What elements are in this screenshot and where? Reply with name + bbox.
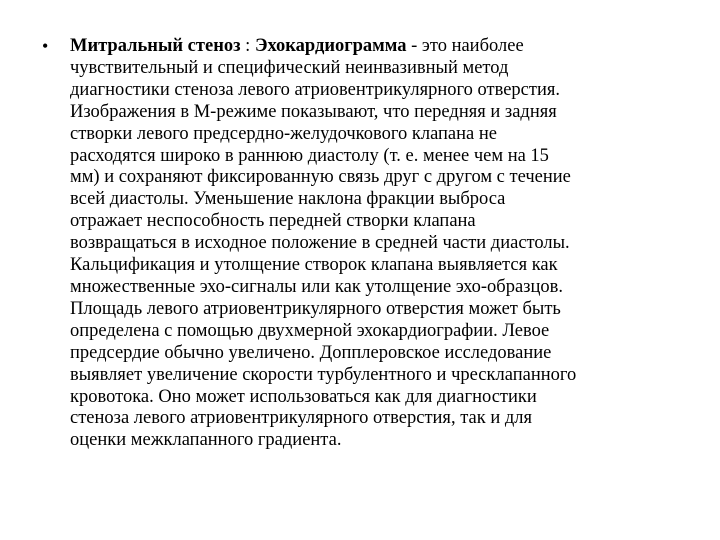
text-line: расходятся широко в раннюю диастолу (т. е. менее чем на 15: [70, 145, 549, 166]
method-term: Эхокардиограмма: [254, 36, 407, 56]
first-line-rest: - это наиболее: [406, 36, 524, 56]
text-line: стеноза левого атриовентрикулярного отверстия, так и для: [70, 408, 533, 429]
bullet-text: [70, 36, 682, 452]
separator-colon: :: [240, 36, 255, 56]
bullet-item: [42, 36, 682, 452]
text-line: кровотока. Оно может использоваться как для диагностики: [70, 386, 537, 407]
text-line: всей диастолы. Уменьшение наклона фракции выброса: [70, 189, 506, 210]
text-line: диагностики стеноза левого атриовентрикулярного отверстия.: [70, 79, 560, 100]
text-line-1: [70, 36, 682, 58]
text-line: Изображения в М-режиме показывают, что передняя и задняя: [70, 101, 557, 122]
text-line: мм) и сохраняют фиксированную связь друг с другом с течение: [70, 167, 571, 188]
topic-heading: Митральный стеноз: [70, 36, 241, 56]
text-line: отражает неспособность передней створки клапана: [70, 211, 476, 232]
text-line: определена с помощью двухмерной эхокардиографии. Левое: [70, 320, 550, 341]
text-line: выявляет увеличение скорости турбулентного и чресклапанного: [70, 364, 577, 385]
text-line: оценки межклапанного градиента.: [70, 430, 342, 451]
text-line: чувствительный и специфический неинвазивный метод: [70, 57, 509, 78]
text-line: Площадь левого атриовентрикулярного отверстия может быть: [70, 298, 561, 319]
text-line: возвращаться в исходное положение в средней части диастолы.: [70, 233, 570, 254]
text-line: Кальцификация и утолщение створок клапана выявляется как: [70, 255, 558, 276]
text-line: предсердие обычно увеличено. Допплеровское исследование: [70, 342, 552, 363]
text-line: створки левого предсердно-желудочкового клапана не: [70, 123, 497, 144]
bullet-mark: •: [42, 36, 49, 56]
text-line: множественные эхо-сигналы или как утолщение эхо-образцов.: [70, 276, 563, 297]
